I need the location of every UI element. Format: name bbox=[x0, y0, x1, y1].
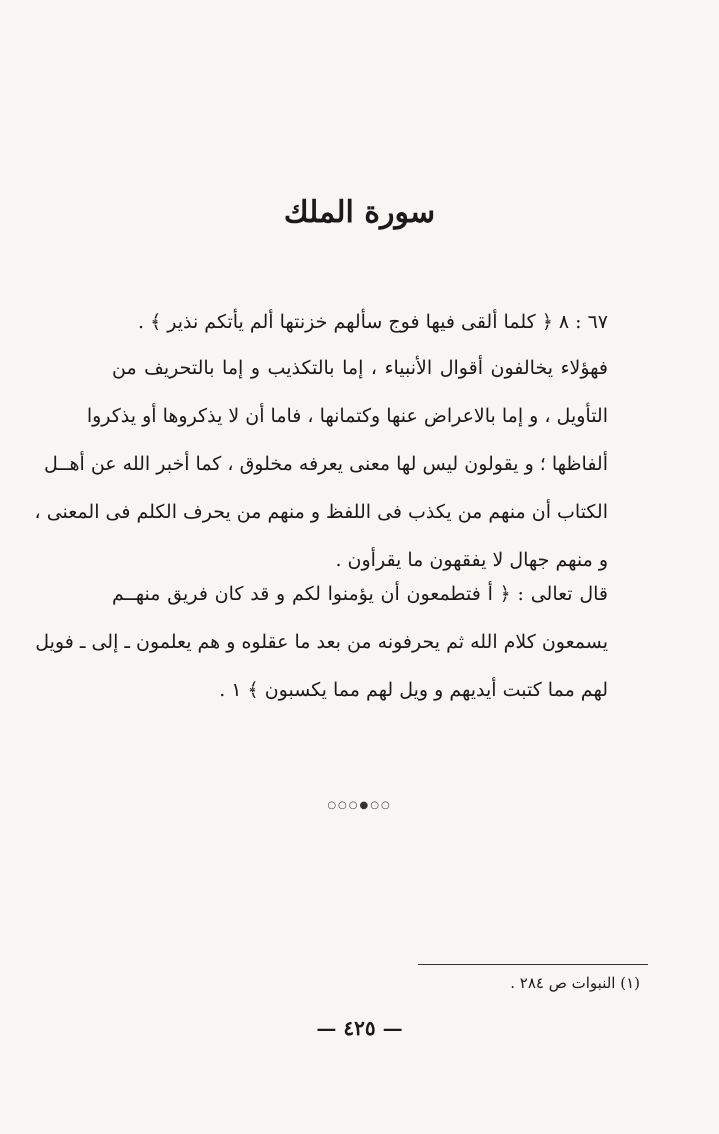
paragraph-1 bbox=[34, 344, 608, 584]
paragraph-line: ألفاظها ؛ و يقولون ليس لها معنى يعرفه مخلوق ، كما أخبر الله عن أهــل bbox=[43, 453, 608, 475]
verse-line: ٦٧ : ٨ ﴿ كلما ألقى فيها فوج سألهم خزنتها ألم يأتكم نذير ﴾ . bbox=[137, 311, 608, 333]
footnote: (١) النبوات ص ٢٨٤ . bbox=[510, 974, 640, 992]
paragraph-2 bbox=[35, 570, 608, 714]
ornament-separator: ○○○●○○ bbox=[327, 800, 392, 811]
paragraph-line: يسمعون كلام الله ثم يحرفونه من بعد ما عقلوه و هم يعلمون ـ إلى ـ فويل bbox=[35, 631, 608, 653]
footnote-divider bbox=[418, 964, 648, 965]
verse-block bbox=[112, 298, 608, 346]
paragraph-line: و منهم جهال لا يفقهون ما يقرأون . bbox=[335, 549, 608, 571]
surah-title: سورة الملك bbox=[283, 195, 436, 230]
page-number: — ٤٢٥ — bbox=[316, 1016, 403, 1040]
paragraph-line: فهؤلاء يخالفون أقوال الأنبياء ، إما بالتكذيب و إما بالتحريف من bbox=[112, 357, 608, 379]
paragraph-line: لهم مما كتبت أيديهم و ويل لهم مما يكسبون ﴾ ١ . bbox=[219, 679, 608, 701]
paragraph-line: الكتاب أن منهم من يكذب فى اللفظ و منهم من يحرف الكلم فى المعنى ، bbox=[34, 501, 608, 523]
paragraph-line: قال تعالى : ﴿ أ فتطمعون أن يؤمنوا لكم و قد كان فريق منهــم bbox=[112, 583, 608, 605]
paragraph-line: التأويل ، و إما بالاعراض عنها وكتمانها ، فاما أن لا يذكروها أو يذكروا bbox=[86, 405, 608, 427]
